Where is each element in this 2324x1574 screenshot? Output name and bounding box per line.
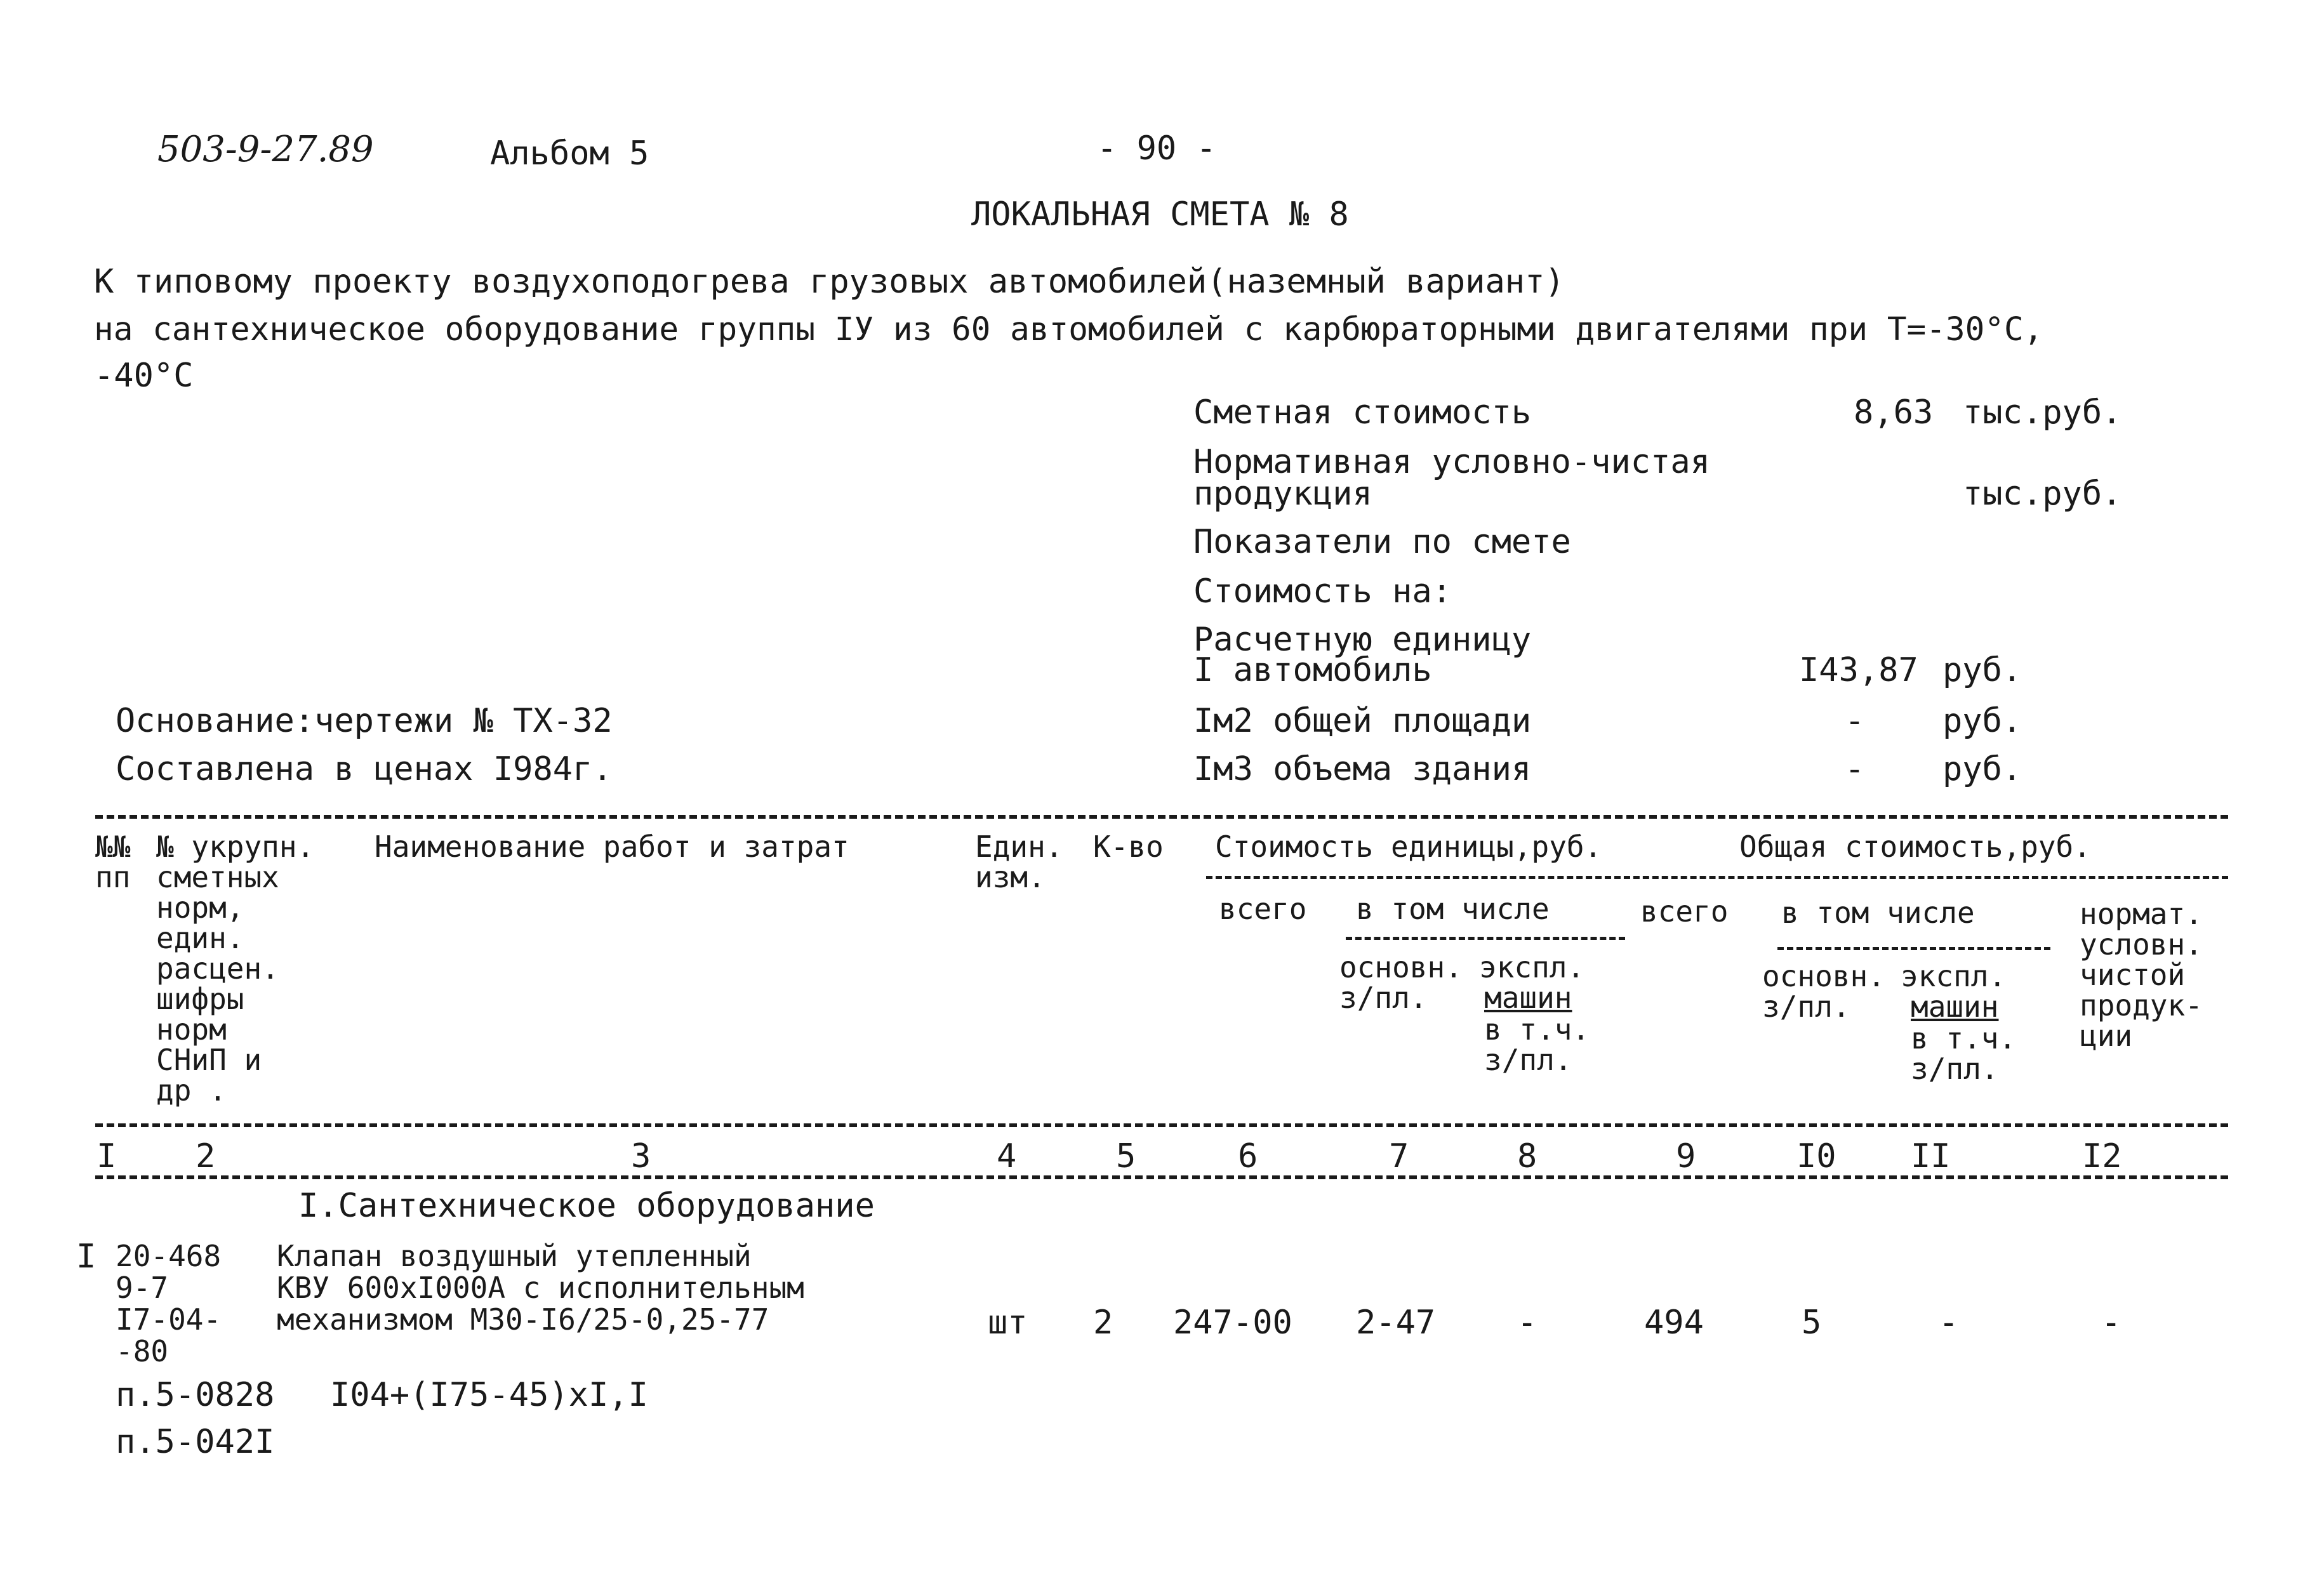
subject-line-3: -40°С — [94, 357, 194, 395]
col-header-name: Наименование работ и затрат — [375, 830, 849, 864]
col-header-unit-machines-2: машин — [1484, 981, 1572, 1015]
col-number-3: 3 — [631, 1137, 651, 1175]
table-top-rule — [95, 815, 2228, 819]
area-label: Iм2 общей площади — [1193, 702, 1532, 740]
calc-unit-label-2: I автомобиль — [1193, 651, 1432, 689]
col-header-total-machines: экспл. — [1901, 959, 2007, 993]
col-number-5: 5 — [1116, 1137, 1136, 1175]
col-header-codes: № укрупн. сметных норм, един. расцен. шифры норм СНиП и др . — [156, 830, 315, 1108]
net-production-label-1: Нормативная условно-чистая — [1193, 443, 1710, 481]
area-value: - — [1845, 702, 1865, 740]
col-header-total-machines-wage: в т.ч. з/пл. — [1911, 1021, 2017, 1086]
section-title: I.Сантехническое оборудование — [298, 1187, 875, 1225]
col-header-total-cost: Общая стоимость,руб. — [1739, 830, 2091, 864]
total-subgroup-rule — [1777, 947, 2050, 950]
area-unit: руб. — [1942, 702, 2022, 740]
estimated-cost-label: Сметная стоимость — [1193, 394, 1532, 432]
col-header-unit-machines: экспл. — [1479, 950, 1585, 984]
col-header-total: всего — [1640, 894, 1729, 929]
basis-prices: Составлена в ценах I984г. — [116, 750, 613, 788]
subject-line-1: К типовому проекту воздухоподогрева грузовых автомобилей(наземный вариант) — [94, 263, 1565, 301]
page-number: - 90 - — [1097, 129, 1216, 168]
net-production-label-2: продукция — [1193, 475, 1372, 513]
volume-unit: руб. — [1942, 750, 2022, 788]
header-bottom-rule — [95, 1123, 2228, 1127]
document-title: ЛОКАЛЬНАЯ СМЕТА № 8 — [971, 195, 1349, 234]
col-numbers-rule — [95, 1175, 2228, 1179]
row-normat: - — [2101, 1304, 2121, 1342]
col-number-1: I — [96, 1137, 117, 1175]
col-header-normat: нормат. условн. чистой продук- ции — [2080, 897, 2203, 1053]
row-qty: 2 — [1093, 1304, 1113, 1342]
col-number-4: 4 — [997, 1137, 1017, 1175]
col-number-12: I2 — [2082, 1137, 2122, 1175]
col-number-8: 8 — [1517, 1137, 1537, 1175]
calc-unit-unit: руб. — [1942, 651, 2022, 689]
col-header-unit-cost: Стоимость единицы,руб. — [1215, 830, 1602, 864]
row-name: Клапан воздушный утепленный КВУ 600хI000А с исполнительным механизмом М30-I6/25-0,25-77 — [277, 1239, 804, 1337]
col-header-unit-in-that: в том числе — [1356, 892, 1550, 926]
row-unit: шт — [988, 1304, 1028, 1342]
row-unit-total: 247-00 — [1173, 1304, 1292, 1342]
col-header-unit: Един. изм. — [975, 830, 1063, 894]
basis-drawings: Основание:чертежи № ТХ-32 — [116, 702, 613, 740]
reference-1: п.5-0828 — [116, 1376, 275, 1414]
calc-unit-label-1: Расчетную единицу — [1193, 621, 1532, 659]
row-total: 494 — [1644, 1304, 1704, 1342]
col-number-11: II — [1911, 1137, 1951, 1175]
reference-2: п.5-042I — [116, 1423, 275, 1461]
row-unit-wage: 2-47 — [1356, 1304, 1436, 1342]
col-number-9: 9 — [1676, 1137, 1696, 1175]
col-number-10: I0 — [1796, 1137, 1836, 1175]
row-total-machines: - — [1939, 1304, 1959, 1342]
row-codes: 20-468 9-7 I7-04- -80 — [116, 1239, 222, 1368]
col-number-2: 2 — [196, 1137, 216, 1175]
subject-line-2: на сантехническое оборудование группы IУ из 60 автомобилей с карбюраторными двигателями при Т=-30°С, — [94, 311, 2043, 348]
col-header-total-basic-wage: основн. з/пл. — [1762, 959, 1885, 1024]
estimated-cost-unit: тыс.руб. — [1963, 394, 2122, 432]
document-code: 503-9-27.89 — [157, 129, 374, 170]
indicators-label: Показатели по смете — [1193, 523, 1571, 561]
price-formula: I04+(I75-45)хI,I — [330, 1376, 648, 1414]
col-header-number: №№ пп — [95, 830, 131, 894]
col-header-total-in-that: в том числе — [1781, 896, 1975, 930]
album-label: Альбом 5 — [490, 135, 649, 173]
row-unit-machines: - — [1517, 1304, 1537, 1342]
col-number-7: 7 — [1389, 1137, 1409, 1175]
cost-group-rule — [1206, 876, 2228, 879]
col-header-unit-basic-wage: основн. з/пл. — [1339, 950, 1463, 1015]
calc-unit-value: I43,87 — [1799, 651, 1918, 689]
net-production-unit: тыс.руб. — [1963, 475, 2122, 513]
col-header-unit-machines-wage: в т.ч. з/пл. — [1484, 1012, 1590, 1077]
row-number: I — [76, 1238, 96, 1276]
unit-subgroup-rule — [1346, 937, 1625, 940]
col-header-unit-total: всего — [1219, 892, 1307, 926]
col-number-6: 6 — [1238, 1137, 1258, 1175]
cost-per-label: Стоимость на: — [1193, 572, 1452, 611]
col-header-total-machines-2: машин — [1911, 989, 1999, 1024]
volume-value: - — [1845, 750, 1865, 788]
estimated-cost-value: 8,63 — [1854, 394, 1934, 432]
col-header-qty: К-во — [1093, 830, 1164, 864]
volume-label: Iм3 объема здания — [1193, 750, 1532, 788]
row-total-wage: 5 — [1802, 1304, 1822, 1342]
